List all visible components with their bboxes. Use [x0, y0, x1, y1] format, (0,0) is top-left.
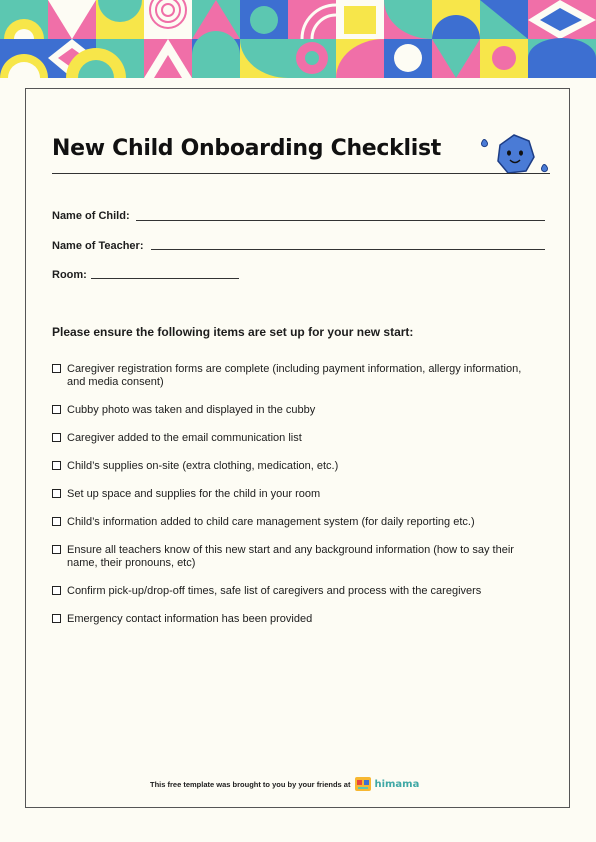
- himama-logo-icon: [355, 777, 371, 791]
- checklist-item: [52, 585, 542, 598]
- child-name-label: Name of Child:: [52, 210, 130, 222]
- instructions: Please ensure the following items are set up for your new start:: [52, 325, 414, 339]
- checkbox[interactable]: [52, 405, 61, 414]
- teacher-name-label: Name of Teacher:: [52, 240, 144, 252]
- checklist-item-label: Ensure all teachers know of this new start and any background information (how to say their name, their pronouns, etc): [67, 544, 514, 569]
- checklist-item: [52, 613, 542, 626]
- checklist-sheet: [25, 88, 570, 808]
- checklist-item-label: Child’s supplies on-site (extra clothing, medication, etc.): [67, 460, 339, 472]
- himama-logo-text: himama: [374, 778, 420, 790]
- checkbox[interactable]: [52, 517, 61, 526]
- checklist-item: [52, 404, 542, 417]
- footer: [150, 777, 419, 791]
- room-label: Room:: [52, 269, 87, 281]
- checkbox[interactable]: [52, 489, 61, 498]
- checkbox[interactable]: [52, 586, 61, 595]
- checkbox[interactable]: [52, 545, 61, 554]
- page-title: New Child Onboarding Checklist: [52, 136, 441, 161]
- himama-logo[interactable]: [355, 777, 419, 791]
- checklist-item: [52, 460, 542, 473]
- checkbox[interactable]: [52, 364, 61, 373]
- checkbox[interactable]: [52, 461, 61, 470]
- checkbox[interactable]: [52, 433, 61, 442]
- checklist-item-label: Confirm pick-up/drop-off times, safe list of caregivers and process with the caregivers: [67, 585, 482, 597]
- teacher-name-line[interactable]: [151, 249, 545, 250]
- footer-text: This free template was brought to you by your friends at: [150, 779, 351, 789]
- checklist-item: [52, 516, 542, 529]
- checklist-item-label: Caregiver registration forms are complete (including payment information, allergy information, and media consent): [67, 363, 522, 388]
- checklist-item-label: Emergency contact information has been provided: [67, 613, 313, 625]
- title-divider: [52, 173, 550, 174]
- child-name-line[interactable]: [136, 220, 545, 221]
- checklist-item-label: Caregiver added to the email communication list: [67, 432, 302, 444]
- checklist-item: [52, 432, 542, 445]
- room-line[interactable]: [91, 278, 239, 279]
- checklist-item: [52, 363, 542, 389]
- checklist-item-label: Set up space and supplies for the child in your room: [67, 488, 321, 500]
- checklist-item-label: Child’s information added to child care management system (for daily reporting etc.): [67, 516, 475, 528]
- checkbox[interactable]: [52, 614, 61, 623]
- decorative-banner: [0, 0, 596, 78]
- mascot-icon: [474, 131, 554, 179]
- checklist-item: [52, 544, 542, 570]
- checklist-item-label: Cubby photo was taken and displayed in the cubby: [67, 404, 316, 416]
- checklist-item: [52, 488, 542, 501]
